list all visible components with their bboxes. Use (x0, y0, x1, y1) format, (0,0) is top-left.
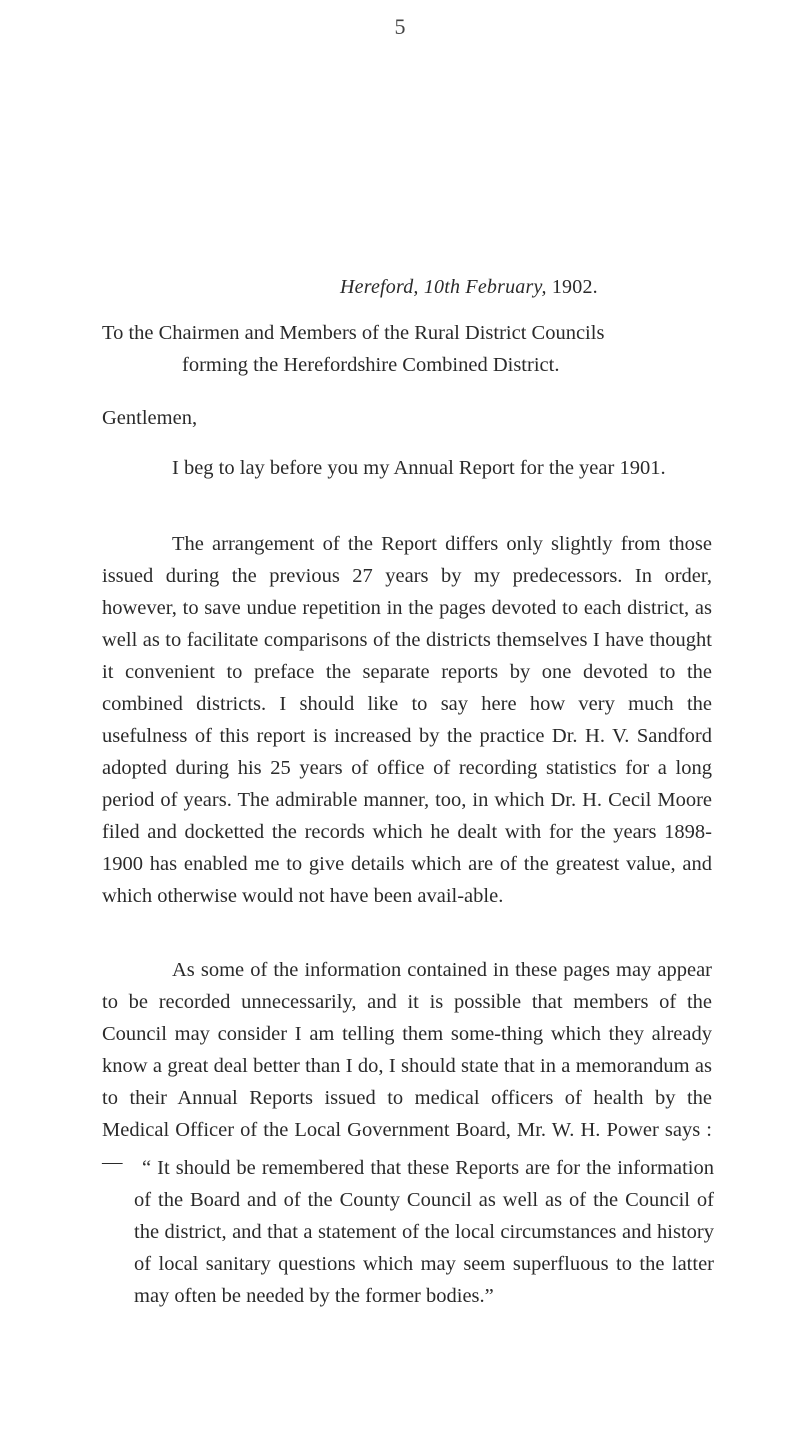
dateline (340, 276, 720, 299)
page-number: 5 (394, 14, 406, 39)
dateline-year: 1902. (551, 276, 598, 298)
address-line-2: forming the Herefordshire Combined District. (182, 354, 560, 376)
address-block (102, 317, 722, 381)
dateline-day: 10th (423, 276, 461, 298)
paragraph-2: The arrangement of the Report differs only slightly from those issued during the previous 27 years by my predecessors. In order, however, to save undue repetition in the pages devoted to each district, as well as to facilitate comparisons of the districts themselves I have thought it convenient to preface the separate reports by one devoted to the combined districts. I should like to say here how very much the usefulness of this report is increased by the practice Dr. H. V. Sandford adopted during his 25 years of office of recording statistics for a long period of years. The admirable manner, too, in which Dr. H. Cecil Moore filed and docketted the records which he dealt with for the years 1898-1900 has enabled me to give details which are of the greatest value, and which otherwise would not have been avail-able. (102, 533, 712, 907)
salutation: Gentlemen, (102, 407, 198, 429)
dateline-place: Hereford, (340, 276, 419, 298)
paragraph-1: I beg to lay before you my Annual Report for the year 1901. (172, 457, 666, 479)
address-line-1: To the Chairmen and Members of the Rural District Councils (102, 322, 605, 344)
quoted-memorandum: “ It should be remembered that these Reports are for the information of the Board and of the County Council as well as of the Council of the district, and that a statement of the local circumstances and history of local sanitary questions which may seem superfluous to the latter may often be needed by the former bodies.” (134, 1157, 714, 1307)
paragraph-3: As some of the information contained in these pages may appear to be recorded unnecessarily, and it is possible that members of the Council may consider I am telling them some-thing which they already know a great deal better than I do, I should state that in a memorandum as to their Annual Reports issued to medical officers of health by the Medical Officer of the Local Government Board, Mr. W. H. Power says :— (102, 959, 712, 1173)
dateline-month: February, (465, 276, 547, 298)
